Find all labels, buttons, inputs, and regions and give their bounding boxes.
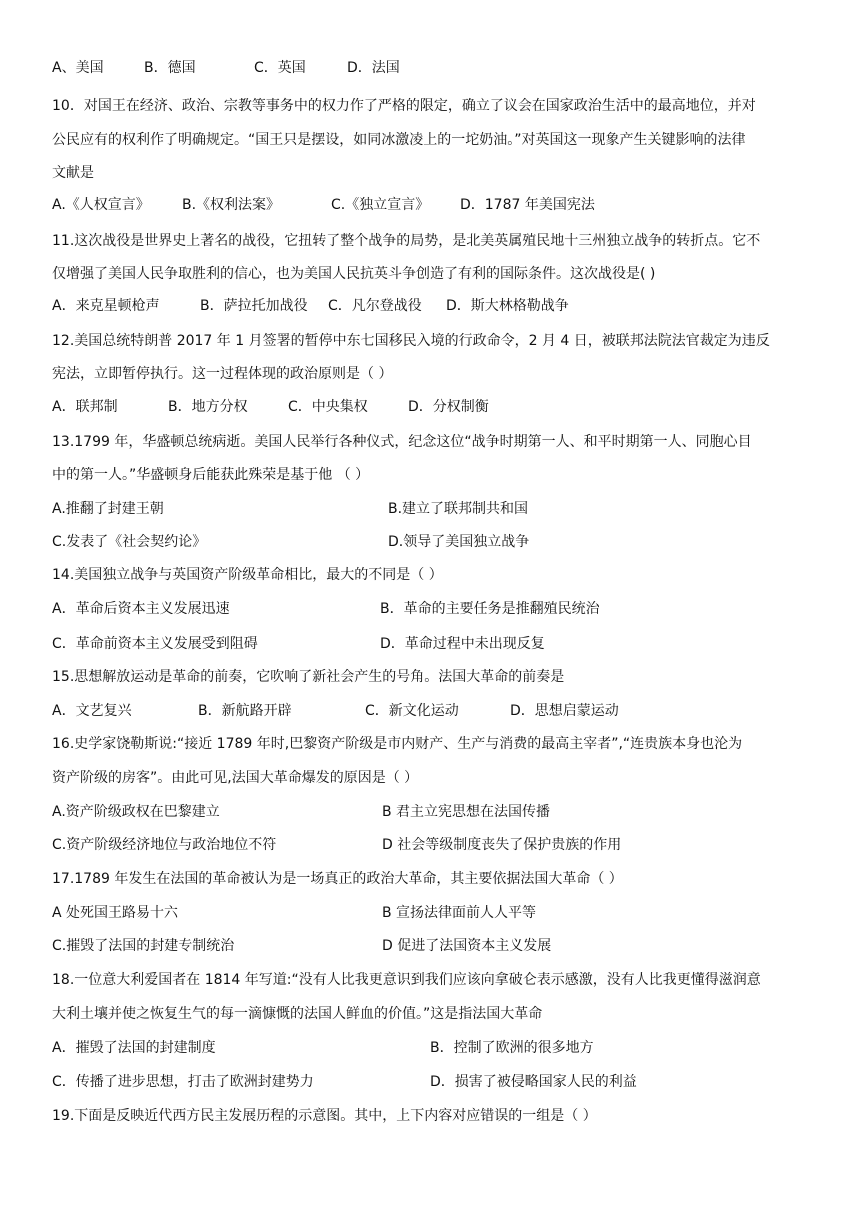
q11-option-d: D．斯大林格勒战争 <box>446 298 569 314</box>
q16-option-a: A.资产阶级政权在巴黎建立 <box>52 804 220 820</box>
q18-option-a: A．摧毁了法国的封建制度 <box>52 1040 216 1056</box>
q16-option-b: B 君主立宪思想在法国传播 <box>382 804 551 820</box>
q9-option-d: D．法国 <box>347 60 400 76</box>
q12-option-d: D．分权制衡 <box>408 399 489 415</box>
q18-option-d: D．损害了被侵略国家人民的利益 <box>430 1074 637 1090</box>
q13-option-d: D.领导了美国独立战争 <box>388 534 530 550</box>
q9-option-a: A、美国 <box>52 60 104 76</box>
q15-stem-line-1: 15.思想解放运动是革命的前奏，它吹响了新社会产生的号角。法国大革命的前奏是 <box>52 669 565 685</box>
q18-option-c: C．传播了进步思想，打击了欧洲封建势力 <box>52 1074 314 1090</box>
q16-option-d: D 社会等级制度丧失了保护贵族的作用 <box>382 837 622 853</box>
q14-stem-line-1: 14.美国独立战争与英国资产阶级革命相比，最大的不同是（ ） <box>52 567 443 583</box>
q11-option-b: B．萨拉托加战役 <box>200 298 308 314</box>
q17-stem-line-1: 17.1789 年发生在法国的革命被认为是一场真正的政治大革命，其主要依据法国大革命（ ） <box>52 871 623 887</box>
q10-option-b: B.《权利法案》 <box>182 197 281 213</box>
q10-stem-line-2: 公民应有的权利作了明确规定。“国王只是摆设，如同冰激凌上的一坨奶油。”对英国这一现象产生关键影响的法律 <box>52 132 746 148</box>
q14-option-b: B．革命的主要任务是推翻殖民统治 <box>380 601 600 617</box>
q15-option-b: B．新航路开辟 <box>198 703 292 719</box>
q13-stem-line-1: 13.1799 年，华盛顿总统病逝。美国人民举行各种仪式，纪念这位“战争时期第一人、和平时期第一人、同胞心目 <box>52 434 752 450</box>
q15-option-c: C．新文化运动 <box>365 703 459 719</box>
q12-option-c: C．中央集权 <box>288 399 368 415</box>
q17-option-c: C.摧毁了法国的封建专制统治 <box>52 938 235 954</box>
q12-stem-line-1: 12.美国总统特朗普 2017 年 1 月签署的暂停中东七国移民入境的行政命令，2 月 4 日，被联邦法院法官裁定为违反 <box>52 333 770 349</box>
q17-option-b: B 宣扬法律面前人人平等 <box>382 905 537 921</box>
q11-option-c: C．凡尔登战役 <box>328 298 422 314</box>
q10-option-a: A.《人权宣言》 <box>52 197 150 213</box>
q9-option-b: B．德国 <box>144 60 196 76</box>
q15-option-a: A．文艺复兴 <box>52 703 132 719</box>
q13-option-b: B.建立了联邦制共和国 <box>388 501 529 517</box>
q10-option-c: C.《独立宣言》 <box>331 197 430 213</box>
q11-stem-line-2: 仅增强了美国人民争取胜利的信心，也为美国人民抗英斗争创造了有利的国际条件。这次战役是( ) <box>52 266 656 282</box>
q14-option-c: C．革命前资本主义发展受到阻碍 <box>52 636 258 652</box>
q18-stem-line-2: 大利土壤并使之恢复生气的每一滴慷慨的法国人鲜血的价值。”这是指法国大革命 <box>52 1006 543 1022</box>
q13-stem-line-2: 中的第一人。”华盛顿身后能获此殊荣是基于他 （ ） <box>52 467 370 483</box>
q12-option-a: A．联邦制 <box>52 399 118 415</box>
q17-option-a: A 处死国王路易十六 <box>52 905 179 921</box>
q13-option-a: A.推翻了封建王朝 <box>52 501 164 517</box>
q16-stem-line-2: 资产阶级的房客”。由此可见,法国大革命爆发的原因是（ ） <box>52 770 419 786</box>
q16-option-c: C.资产阶级经济地位与政治地位不符 <box>52 837 277 853</box>
q19-stem-line-1: 19.下面是反映近代西方民主发展历程的示意图。其中，上下内容对应错误的一组是（ ） <box>52 1108 597 1124</box>
q9-option-c: C．英国 <box>254 60 306 76</box>
q18-stem-line-1: 18.一位意大利爱国者在 1814 年写道:“没有人比我更意识到我们应该向拿破仑表示感激，没有人比我更懂得滋润意 <box>52 972 761 988</box>
q12-option-b: B．地方分权 <box>168 399 248 415</box>
q12-stem-line-2: 宪法，立即暂停执行。这一过程体现的政治原则是（ ） <box>52 366 393 382</box>
q11-stem-line-1: 11.这次战役是世界史上著名的战役，它扭转了整个战争的局势，是北美英属殖民地十三州独立战争的转折点。它不 <box>52 233 761 249</box>
q18-option-b: B．控制了欧洲的很多地方 <box>430 1040 594 1056</box>
q14-option-d: D．革命过程中未出现反复 <box>380 636 545 652</box>
q17-option-d: D 促进了法国资本主义发展 <box>382 938 552 954</box>
q15-option-d: D．思想启蒙运动 <box>510 703 619 719</box>
q16-stem-line-1: 16.史学家饶勒斯说:“接近 1789 年时,巴黎资产阶级是市内财产、生产与消费的最高主宰者”,“连贵族本身也沦为 <box>52 736 743 752</box>
q10-stem-line-1: 10．对国王在经济、政治、宗教等事务中的权力作了严格的限定，确立了议会在国家政治生活中的最高地位，并对 <box>52 98 756 114</box>
q11-option-a: A．来克星顿枪声 <box>52 298 160 314</box>
q13-option-c: C.发表了《社会契约论》 <box>52 534 207 550</box>
q10-stem-line-3: 文献是 <box>52 165 94 181</box>
q14-option-a: A．革命后资本主义发展迅速 <box>52 601 230 617</box>
q10-option-d: D．1787 年美国宪法 <box>460 197 595 213</box>
